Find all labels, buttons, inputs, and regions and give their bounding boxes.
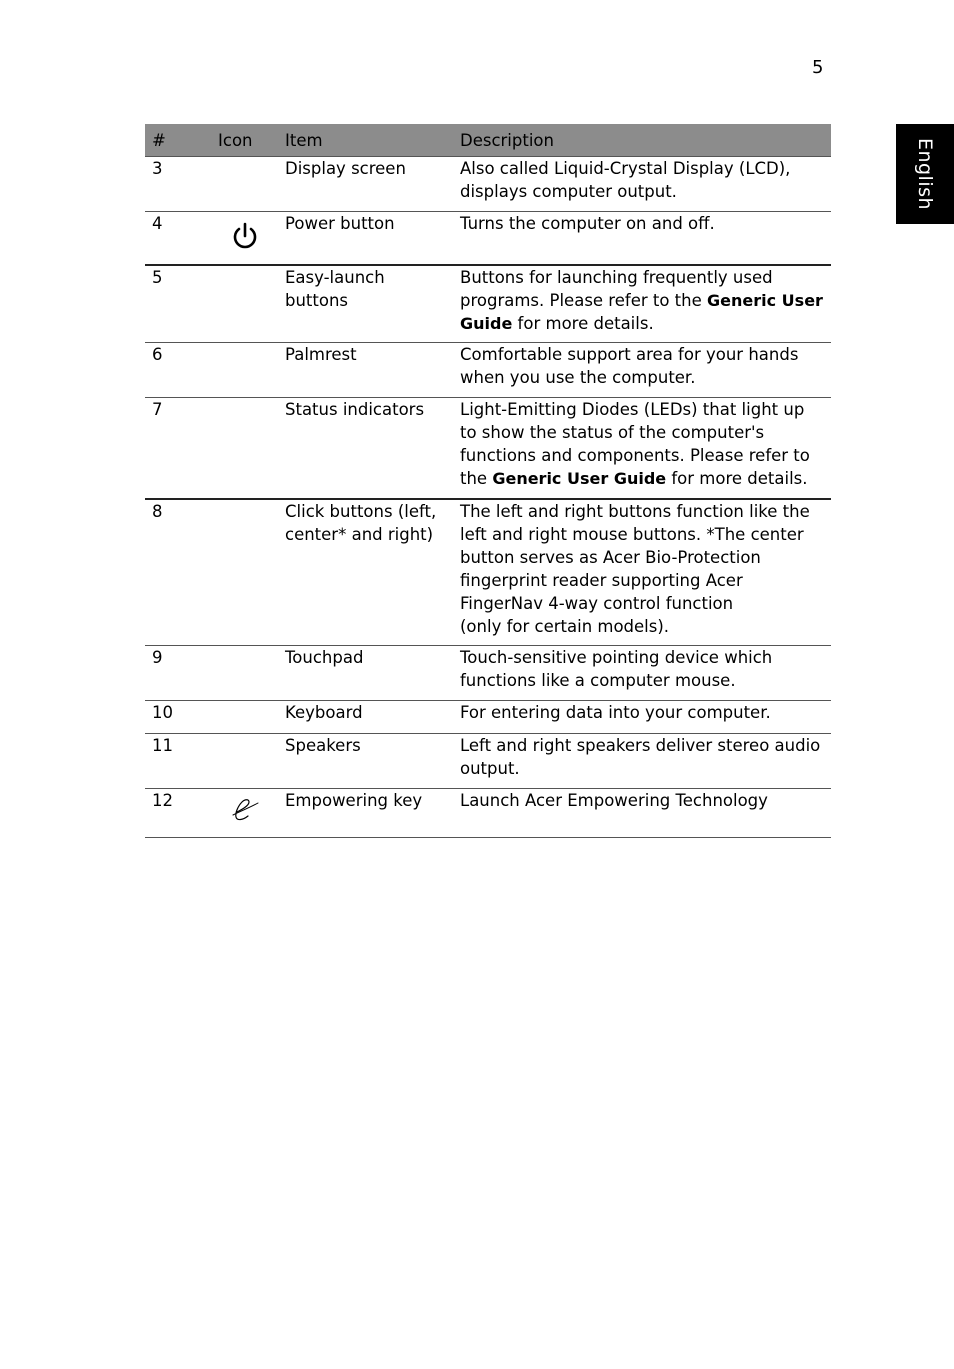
desc-text: The left and right buttons function like the left and right mouse buttons. *The center button serves as Acer Bio-Protection fingerprint reader supporting Acer FingerNav 4-way control function bbox=[460, 501, 810, 613]
row-num: 11 bbox=[145, 734, 211, 789]
row-description bbox=[453, 499, 831, 646]
empowering-key-icon bbox=[229, 795, 261, 825]
guide-reference: Generic User Guide bbox=[492, 469, 667, 488]
table-row bbox=[145, 265, 831, 343]
row-num: 10 bbox=[145, 701, 211, 734]
row-num: 3 bbox=[145, 157, 211, 212]
desc-text: for more details. bbox=[512, 313, 654, 333]
desc-text: for more details. bbox=[666, 469, 808, 488]
row-description: Turns the computer on and off. bbox=[453, 212, 831, 265]
row-description: For entering data into your computer. bbox=[453, 701, 831, 734]
row-description: Left and right speakers deliver stereo audio output. bbox=[453, 734, 831, 789]
header-description: Description bbox=[453, 124, 831, 157]
table-row bbox=[145, 212, 831, 265]
table-header-row bbox=[145, 124, 831, 157]
row-item: Speakers bbox=[278, 734, 453, 789]
row-num: 6 bbox=[145, 343, 211, 398]
row-item: Easy-launch buttons bbox=[278, 265, 453, 343]
page-number: 5 bbox=[812, 57, 824, 78]
row-item: Palmrest bbox=[278, 343, 453, 398]
table-row bbox=[145, 734, 831, 789]
row-icon bbox=[211, 646, 278, 701]
row-item: Click buttons (left, center* and right) bbox=[278, 499, 453, 646]
row-num: 4 bbox=[145, 212, 211, 265]
desc-text: Buttons for launching frequently used programs. Please refer to the bbox=[460, 267, 773, 310]
row-icon bbox=[211, 157, 278, 212]
row-num: 12 bbox=[145, 789, 211, 838]
header-num: # bbox=[145, 124, 211, 157]
component-table bbox=[145, 124, 831, 838]
row-description: Comfortable support area for your hands when you use the computer. bbox=[453, 343, 831, 398]
row-icon bbox=[211, 701, 278, 734]
table-row bbox=[145, 789, 831, 838]
table-row bbox=[145, 701, 831, 734]
row-item: Display screen bbox=[278, 157, 453, 212]
table-row bbox=[145, 499, 831, 646]
header-item: Item bbox=[278, 124, 453, 157]
table-row bbox=[145, 646, 831, 701]
row-icon bbox=[211, 499, 278, 646]
row-num: 9 bbox=[145, 646, 211, 701]
row-icon bbox=[211, 398, 278, 499]
row-item: Touchpad bbox=[278, 646, 453, 701]
desc-text: Light-Emitting Diodes (LEDs) that light up to show the status of the computer's functions and components. Please refer to the bbox=[460, 400, 810, 488]
row-item: Status indicators bbox=[278, 398, 453, 499]
row-description: Also called Liquid-Crystal Display (LCD), displays computer output. bbox=[453, 157, 831, 212]
row-description bbox=[453, 265, 831, 343]
row-icon bbox=[211, 789, 278, 838]
desc-text: (only for certain models). bbox=[460, 616, 670, 636]
row-num: 8 bbox=[145, 499, 211, 646]
row-item: Power button bbox=[278, 212, 453, 265]
row-description: Launch Acer Empowering Technology bbox=[453, 789, 831, 838]
header-icon: Icon bbox=[211, 124, 278, 157]
power-icon bbox=[230, 221, 260, 253]
row-icon bbox=[211, 734, 278, 789]
table-row bbox=[145, 157, 831, 212]
row-icon bbox=[211, 265, 278, 343]
row-num: 5 bbox=[145, 265, 211, 343]
row-description: Touch-sensitive pointing device which functions like a computer mouse. bbox=[453, 646, 831, 701]
row-item: Keyboard bbox=[278, 701, 453, 734]
table-row bbox=[145, 398, 831, 499]
language-tab-label: English bbox=[914, 137, 936, 211]
table-row bbox=[145, 343, 831, 398]
language-tab bbox=[896, 124, 954, 224]
row-icon bbox=[211, 343, 278, 398]
row-item: Empowering key bbox=[278, 789, 453, 838]
row-description bbox=[453, 398, 831, 499]
row-icon bbox=[211, 212, 278, 265]
guide-reference: Generic User Guide bbox=[460, 290, 823, 333]
row-num: 7 bbox=[145, 398, 211, 499]
